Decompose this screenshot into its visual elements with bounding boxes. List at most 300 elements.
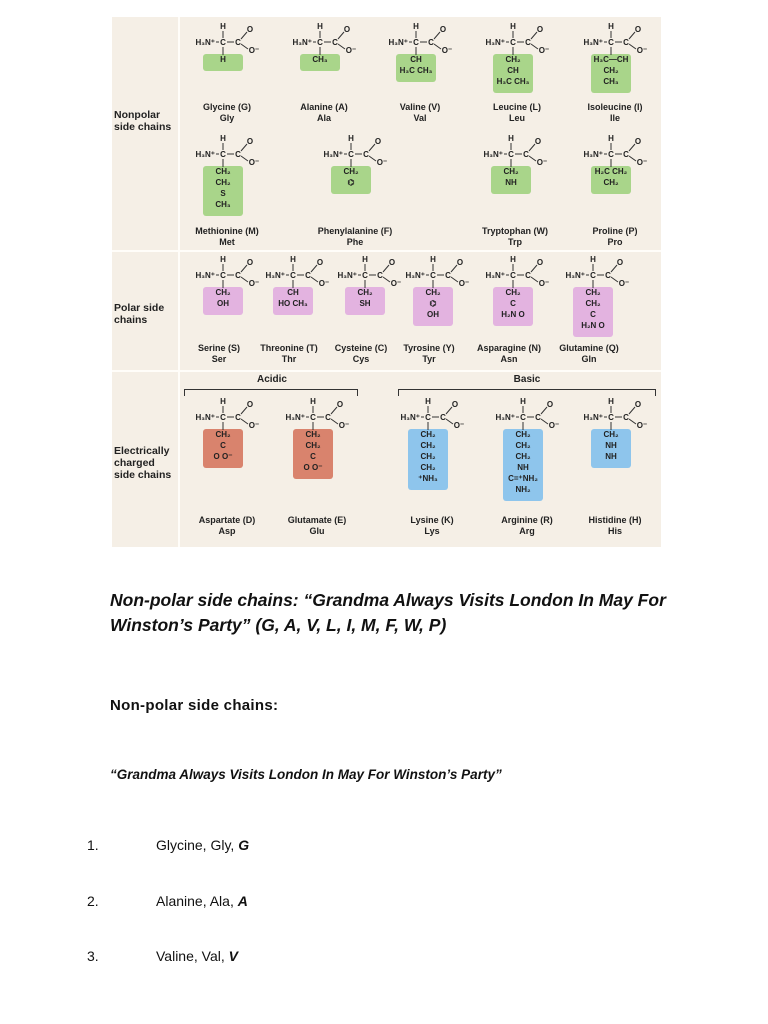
list-item-number: 1. — [87, 837, 99, 853]
alpha-hydrogen: H — [508, 134, 514, 143]
amino-acid-label — [564, 515, 666, 537]
amino-acid-abbreviation: Ser — [211, 354, 227, 364]
amino-acid-abbreviation: Leu — [508, 113, 525, 123]
carboxylate-oxygen: O⁻ — [345, 46, 357, 55]
amino-acid-name: Cysteine (C) — [334, 343, 388, 353]
bond — [241, 44, 248, 49]
amino-acid-structure — [375, 22, 465, 142]
side-chain-group: C — [310, 452, 316, 461]
amino-group: H₃N⁺ — [583, 38, 603, 47]
carboxylate-oxygen: O⁻ — [636, 421, 648, 430]
carbonyl-oxygen: O — [536, 258, 544, 267]
carbonyl-oxygen: O — [616, 258, 624, 267]
amino-acid-figure — [112, 17, 661, 547]
alpha-hydrogen: H — [220, 397, 226, 406]
side-chain-group: H — [220, 55, 226, 64]
amino-acid-abbreviation: Tyr — [422, 354, 436, 364]
carboxyl-carbon: C — [623, 150, 629, 159]
alpha-hydrogen: H — [590, 255, 596, 264]
structure-diagram — [570, 134, 660, 234]
side-chain-group: S — [220, 189, 226, 198]
list-item-code: G — [238, 837, 250, 853]
side-chain-group: ⁺NH₃ — [418, 474, 438, 483]
carboxylate-oxygen: O⁻ — [453, 421, 465, 430]
bond — [369, 156, 376, 161]
carboxyl-carbon: C — [623, 413, 629, 422]
acidic-bracket — [184, 389, 358, 396]
alpha-hydrogen: H — [430, 255, 436, 264]
alpha-carbon: C — [510, 38, 516, 47]
amino-acid-name: Threonine (T) — [260, 343, 318, 353]
amino-acid-label — [564, 226, 666, 248]
list-item-text — [156, 948, 238, 964]
carboxyl-carbon: C — [523, 150, 529, 159]
structure-diagram — [392, 255, 482, 355]
carbonyl-oxygen: O — [316, 258, 324, 267]
carbonyl-oxygen: O — [634, 137, 642, 146]
carboxylate-oxygen: O⁻ — [376, 158, 388, 167]
amino-group: H₃N⁺ — [285, 413, 305, 422]
amino-acid-structure — [182, 397, 272, 536]
carboxyl-carbon: C — [305, 271, 311, 280]
amino-acid-abbreviation: Asp — [218, 526, 236, 536]
bond — [383, 277, 390, 282]
amino-acid-label — [564, 102, 666, 124]
bond — [629, 156, 636, 161]
side-chain-group: O O⁻ — [213, 452, 233, 461]
amino-group: H₃N⁺ — [195, 413, 215, 422]
carbonyl-oxygen: O — [534, 137, 542, 146]
side-chain-group: CH₂ — [585, 288, 601, 297]
amino-acid-structure — [182, 255, 260, 375]
side-chain-group: CH₂ — [215, 288, 231, 297]
structure-diagram — [182, 397, 272, 497]
amino-acid-name: Glycine (G) — [202, 102, 251, 112]
carboxylate-oxygen: O⁻ — [248, 46, 260, 55]
side-chain-group: OH — [217, 299, 229, 308]
amino-acid-structure — [472, 255, 550, 375]
amino-acid-abbreviation: Lys — [424, 526, 440, 536]
side-chain-group: CH₂ — [215, 178, 231, 187]
list-item-text — [156, 893, 248, 909]
alpha-carbon: C — [608, 38, 614, 47]
alpha-hydrogen: H — [425, 397, 431, 406]
amino-acid-label — [546, 343, 632, 365]
amino-acid-name: Aspartate (D) — [198, 515, 256, 525]
carbonyl-oxygen: O — [439, 25, 447, 34]
amino-group: H₃N⁺ — [485, 38, 505, 47]
amino-acid-label — [176, 226, 278, 248]
carboxylate-oxygen: O⁻ — [390, 279, 402, 288]
carboxylate-oxygen: O⁻ — [248, 279, 260, 288]
list-item-number: 2. — [87, 893, 99, 909]
amino-acid-name: Glutamine (Q) — [559, 343, 619, 353]
structure-diagram — [272, 397, 362, 497]
carboxyl-carbon: C — [235, 150, 241, 159]
bond — [446, 419, 453, 424]
carboxyl-carbon: C — [445, 271, 451, 280]
carboxylate-oxygen: O⁻ — [636, 46, 648, 55]
side-chain-group: O O⁻ — [303, 463, 323, 472]
side-chain-group: C — [590, 310, 596, 319]
amino-acid-label — [369, 102, 471, 124]
carboxyl-carbon: C — [363, 150, 369, 159]
side-chain-group: CH₃ — [312, 55, 328, 64]
carbonyl-oxygen: O — [634, 25, 642, 34]
alpha-hydrogen: H — [290, 255, 296, 264]
amino-acid-structure — [470, 134, 560, 254]
carboxylate-oxygen: O⁻ — [248, 421, 260, 430]
alpha-carbon: C — [220, 150, 226, 159]
structure-diagram — [387, 397, 477, 497]
amino-group: H₃N⁺ — [195, 271, 215, 280]
bond — [241, 277, 248, 282]
amino-acid-structure — [570, 397, 660, 536]
side-chain-group: H₃C CH₃ — [496, 77, 530, 86]
side-chain-group: CH₂ — [425, 288, 441, 297]
amino-acid-label — [386, 343, 472, 365]
bond — [451, 277, 458, 282]
bond — [611, 277, 618, 282]
bond — [331, 419, 338, 424]
alpha-carbon: C — [220, 271, 226, 280]
label-column-divider — [178, 17, 180, 547]
side-chain-group: ⌬ — [347, 178, 355, 187]
bond — [311, 277, 318, 282]
row-label-nonpolar: Nonpolar side chains — [114, 109, 172, 133]
amino-acid-abbreviation: Ala — [316, 113, 331, 123]
side-chain-group: CH₂ — [603, 178, 619, 187]
carbonyl-oxygen: O — [246, 258, 254, 267]
structure-diagram — [472, 255, 562, 355]
side-chain-group: HO CH₃ — [278, 299, 308, 308]
side-chain-group: CH₂ — [420, 430, 436, 439]
page-heading: Non-polar side chains: “Grandma Always Visits London In May For Winston’s Party” (G, A, V, L, I, M, F, W, P) — [110, 590, 666, 635]
alpha-carbon: C — [290, 271, 296, 280]
row-label-polar: Polar side chains — [114, 302, 165, 326]
carboxylate-oxygen: O⁻ — [248, 158, 260, 167]
amino-acid-structure — [552, 255, 630, 375]
amino-acid-abbreviation: Ile — [609, 113, 620, 123]
amino-group: H₃N⁺ — [565, 271, 585, 280]
amino-acid-name: Tryptophan (W) — [482, 226, 548, 236]
side-chain-group: CH₂ — [603, 430, 619, 439]
alpha-carbon: C — [220, 38, 226, 47]
amino-acid-structure — [279, 22, 369, 142]
amino-acid-label — [466, 102, 568, 124]
amino-acid-abbreviation: Thr — [281, 354, 297, 364]
side-chain-group: NH₂ — [515, 485, 531, 494]
side-chain-group: H₂N O — [581, 321, 605, 330]
carbonyl-oxygen: O — [336, 400, 344, 409]
carbonyl-oxygen: O — [536, 25, 544, 34]
amino-acid-name: Tyrosine (Y) — [403, 343, 455, 353]
carboxyl-carbon: C — [428, 38, 434, 47]
amino-acid-label — [176, 515, 278, 537]
bond — [338, 44, 345, 49]
carboxyl-carbon: C — [623, 38, 629, 47]
alpha-carbon: C — [362, 271, 368, 280]
amino-acid-label — [176, 102, 278, 124]
bond — [531, 44, 538, 49]
side-chain-group: NH — [605, 441, 617, 450]
amino-acid-abbreviation: Phe — [346, 237, 364, 247]
group-label-basic: Basic — [513, 374, 541, 385]
amino-acid-structure — [182, 134, 272, 254]
alpha-hydrogen: H — [520, 397, 526, 406]
carbonyl-oxygen: O — [456, 258, 464, 267]
side-chain-group: H₃C CH₃ — [399, 66, 433, 75]
structure-diagram — [482, 397, 572, 497]
section-subheading: Non-polar side chains: — [110, 697, 279, 714]
carboxylate-oxygen: O⁻ — [548, 421, 560, 430]
amino-acid-label — [266, 515, 368, 537]
side-chain-group: CH₂ — [505, 288, 521, 297]
side-chain-group: CH — [287, 288, 299, 297]
side-chain-group: NH — [505, 178, 517, 187]
amino-group: H₃N⁺ — [265, 271, 285, 280]
list-item-code: A — [237, 893, 248, 909]
amino-acid-label — [304, 226, 406, 248]
carbonyl-oxygen: O — [388, 258, 396, 267]
side-chain-group: SH — [359, 299, 371, 308]
side-chain-group: CH₂ — [215, 167, 231, 176]
carboxylate-oxygen: O⁻ — [458, 279, 470, 288]
alpha-hydrogen: H — [608, 397, 614, 406]
carboxyl-carbon: C — [440, 413, 446, 422]
side-chain-group: CH₃ — [215, 200, 231, 209]
amino-acid-structure — [182, 22, 272, 142]
alpha-carbon: C — [608, 150, 614, 159]
side-chain-group: CH — [507, 66, 519, 75]
alpha-hydrogen: H — [362, 255, 368, 264]
amino-group: H₃N⁺ — [195, 38, 215, 47]
alpha-hydrogen: H — [317, 22, 323, 31]
amino-group: H₃N⁺ — [583, 150, 603, 159]
alpha-carbon: C — [220, 413, 226, 422]
amino-acid-label — [273, 102, 375, 124]
amino-acid-label — [466, 343, 552, 365]
carboxyl-carbon: C — [525, 38, 531, 47]
side-chain-group: CH₂ — [420, 463, 436, 472]
side-chain-group: CH₂ — [305, 441, 321, 450]
side-chain-group: CH₂ — [357, 288, 373, 297]
alpha-carbon: C — [310, 413, 316, 422]
side-chain-group: CH₂ — [503, 167, 519, 176]
side-chain-group: H₂C CH₂ — [594, 167, 628, 176]
alpha-carbon: C — [317, 38, 323, 47]
amino-acid-name: Alanine (A) — [300, 102, 348, 112]
list-item-code: V — [228, 948, 238, 964]
alpha-hydrogen: H — [310, 397, 316, 406]
amino-group: H₃N⁺ — [483, 150, 503, 159]
carboxylate-oxygen: O⁻ — [318, 279, 330, 288]
basic-bracket — [398, 389, 656, 396]
carboxylate-oxygen: O⁻ — [538, 46, 550, 55]
amino-acid-name: Serine (S) — [197, 343, 240, 353]
amino-group: H₃N⁺ — [583, 413, 603, 422]
amino-acid-name: Proline (P) — [592, 226, 638, 236]
carboxylate-oxygen: O⁻ — [636, 158, 648, 167]
amino-acid-abbreviation: Arg — [519, 526, 535, 536]
carboxylate-oxygen: O⁻ — [536, 158, 548, 167]
amino-acid-abbreviation: Asn — [500, 354, 518, 364]
carboxyl-carbon: C — [235, 413, 241, 422]
side-chain-group: CH₂ — [305, 430, 321, 439]
carbonyl-oxygen: O — [546, 400, 554, 409]
list-item-name: Valine, Val, — [156, 948, 229, 964]
side-chain-group: CH₂ — [515, 452, 531, 461]
side-chain-group: C=⁺NH₂ — [508, 474, 538, 483]
carboxyl-carbon: C — [235, 38, 241, 47]
carboxyl-carbon: C — [535, 413, 541, 422]
side-chain-group: CH₂ — [515, 430, 531, 439]
amino-acid-structure — [570, 22, 660, 142]
bond — [541, 419, 548, 424]
side-chain-group: NH — [605, 452, 617, 461]
structure-diagram — [310, 134, 400, 234]
alpha-carbon: C — [348, 150, 354, 159]
mnemonic-phrase: “Grandma Always Visits London In May For Winston’s Party” — [110, 767, 502, 782]
bond — [434, 44, 441, 49]
alpha-hydrogen: H — [348, 134, 354, 143]
amino-acid-abbreviation: Cys — [352, 354, 370, 364]
side-chain-group: CH₂ — [215, 430, 231, 439]
amino-acid-name: Lysine (K) — [410, 515, 454, 525]
side-chain-group: H₃C—CH — [593, 55, 629, 64]
side-chain-group: C — [220, 441, 226, 450]
amino-acid-name: Histidine (H) — [588, 515, 642, 525]
carboxyl-carbon: C — [235, 271, 241, 280]
carbonyl-oxygen: O — [374, 137, 382, 146]
structure-diagram — [552, 255, 642, 355]
alpha-hydrogen: H — [220, 255, 226, 264]
side-chain-group: CH₂ — [420, 441, 436, 450]
bond — [629, 44, 636, 49]
carboxylate-oxygen: O⁻ — [338, 421, 350, 430]
carboxyl-carbon: C — [332, 38, 338, 47]
amino-group: H₃N⁺ — [400, 413, 420, 422]
alpha-carbon: C — [608, 413, 614, 422]
alpha-hydrogen: H — [608, 22, 614, 31]
amino-group: H₃N⁺ — [405, 271, 425, 280]
amino-acid-label — [464, 226, 566, 248]
alpha-carbon: C — [413, 38, 419, 47]
list-item-name: Alanine, Ala, — [156, 893, 238, 909]
side-chain-group: C — [510, 299, 516, 308]
carboxyl-carbon: C — [325, 413, 331, 422]
alpha-carbon: C — [590, 271, 596, 280]
side-chain-group: CH₃ — [603, 77, 619, 86]
side-chain-group: CH₂ — [505, 55, 521, 64]
bond — [241, 156, 248, 161]
alpha-hydrogen: H — [510, 22, 516, 31]
carbonyl-oxygen: O — [343, 25, 351, 34]
alpha-hydrogen: H — [413, 22, 419, 31]
amino-acid-name: Arginine (R) — [501, 515, 553, 525]
amino-group: H₃N⁺ — [195, 150, 215, 159]
amino-acid-structure — [252, 255, 330, 375]
side-chain-group: CH₂ — [515, 441, 531, 450]
amino-acid-name: Isoleucine (I) — [587, 102, 643, 112]
structure-diagram — [182, 134, 272, 234]
bond — [531, 277, 538, 282]
amino-acid-structure — [482, 397, 572, 536]
carbonyl-oxygen: O — [246, 400, 254, 409]
amino-group: H₃N⁺ — [495, 413, 515, 422]
side-chain-group: CH₂ — [603, 66, 619, 75]
amino-group: H₃N⁺ — [323, 150, 343, 159]
alpha-hydrogen: H — [220, 134, 226, 143]
amino-acid-label — [476, 515, 578, 537]
amino-acid-structure — [472, 22, 562, 142]
amino-acid-abbreviation: Val — [413, 113, 427, 123]
carboxyl-carbon: C — [605, 271, 611, 280]
amino-acid-abbreviation: Gln — [581, 354, 597, 364]
bond — [529, 156, 536, 161]
bond — [629, 419, 636, 424]
carboxylate-oxygen: O⁻ — [538, 279, 550, 288]
amino-group: H₃N⁺ — [337, 271, 357, 280]
carboxylate-oxygen: O⁻ — [441, 46, 453, 55]
amino-group: H₃N⁺ — [292, 38, 312, 47]
side-chain-group: CH — [410, 55, 422, 64]
amino-group: H₃N⁺ — [485, 271, 505, 280]
alpha-hydrogen: H — [220, 22, 226, 31]
amino-acid-name: Methionine (M) — [195, 226, 259, 236]
alpha-carbon: C — [520, 413, 526, 422]
amino-acid-abbreviation: Glu — [309, 526, 325, 536]
side-chain-group: CH₂ — [343, 167, 359, 176]
amino-acid-name: Glutamate (E) — [287, 515, 347, 525]
amino-acid-abbreviation: Met — [219, 237, 235, 247]
carbonyl-oxygen: O — [246, 25, 254, 34]
alpha-carbon: C — [510, 271, 516, 280]
group-label-acidic: Acidic — [256, 374, 287, 385]
alpha-hydrogen: H — [608, 134, 614, 143]
side-chain-group: H₂N O — [501, 310, 525, 319]
bond — [241, 419, 248, 424]
side-chain-group: CH₂ — [585, 299, 601, 308]
carboxyl-carbon: C — [377, 271, 383, 280]
structure-diagram — [570, 397, 660, 497]
amino-acid-name: Leucine (L) — [492, 102, 541, 112]
carboxylate-oxygen: O⁻ — [618, 279, 630, 288]
amino-acid-structure — [387, 397, 477, 536]
row-label-charged: Electrically charged side chains — [114, 445, 172, 481]
side-chain-group: NH — [517, 463, 529, 472]
amino-acid-abbreviation: His — [607, 526, 622, 536]
amino-acid-abbreviation: Gly — [219, 113, 235, 123]
list-item-text — [156, 837, 249, 853]
side-chain-group: ⌬ — [429, 299, 437, 308]
amino-group: H₃N⁺ — [388, 38, 408, 47]
amino-acid-structure — [272, 397, 362, 536]
amino-acid-structure — [310, 134, 400, 254]
alpha-carbon: C — [430, 271, 436, 280]
structure-diagram — [470, 134, 560, 234]
side-chain-group: OH — [427, 310, 439, 319]
list-item-name: Glycine, Gly, — [156, 837, 239, 853]
alpha-carbon: C — [425, 413, 431, 422]
amino-acid-abbreviation: Pro — [607, 237, 623, 247]
carbonyl-oxygen: O — [634, 400, 642, 409]
amino-acid-name: Asparagine (N) — [476, 343, 541, 353]
alpha-carbon: C — [508, 150, 514, 159]
amino-acid-label — [381, 515, 483, 537]
amino-acid-name: Valine (V) — [399, 102, 441, 112]
carbonyl-oxygen: O — [246, 137, 254, 146]
